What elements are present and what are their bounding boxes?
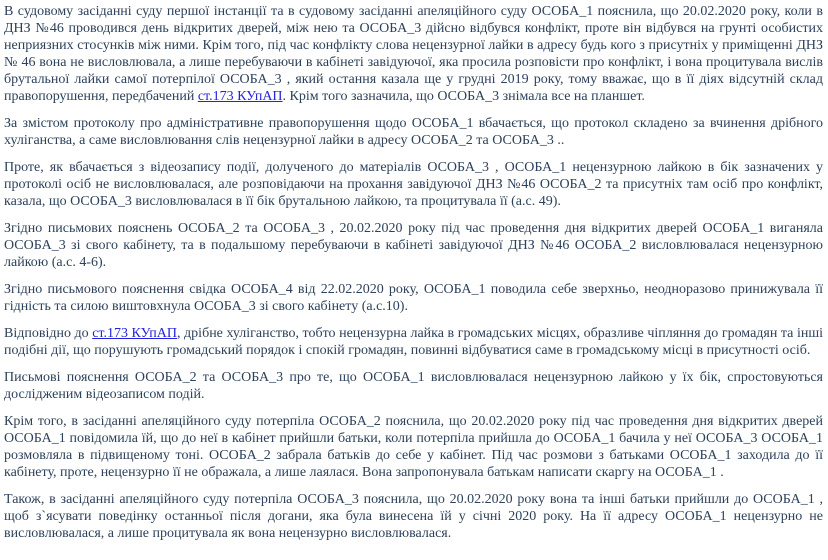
document-body [4,3,823,542]
paragraph [4,3,823,105]
paragraph [4,369,823,403]
paragraph-text: Письмові пояснення ОСОБА_2 та ОСОБА_3 про те, що ОСОБА_1 висловлювалася нецензурною лайкою у їх бік, спростовуються дослідженим відеозаписом подій. [4,370,823,402]
paragraph-text: Відповідно до [4,326,93,341]
paragraph [4,115,823,149]
paragraph-text: Крім того, в засіданні апеляційного суду потерпіла ОСОБА_2 пояснила, що 20.02.2020 року під час проведення дня відкритих дверей ОСОБА_1 повідомила їй, що до неї в кабінет прийшли батьки, коли потерпіла прийшла до ОСОБА_1 бачила у неї ОСОБА_3 ОСОБА_1 розмовляла в підвищеному тоні. ОСОБА_2 забрала батьків до себе у кабінет. Під час розмови з батьками ОСОБА_1 заходила до її кабінету, проте, нецензурно її не ображала, а лише лаялася. Вона запропонувала батькам написати скаргу на ОСОБА_1 . [4,414,823,480]
paragraph-text: Також, в засіданні апеляційного суду потерпіла ОСОБА_3 пояснила, що 20.02.2020 року вона та інші батьки прийшли до ОСОБА_1 , щоб з`ясувати поведінку останньої після догани, яка була винесена їй у січні 2020 року. На її адресу ОСОБА_1 нецензурно не висловлювалася, а лише процитувала як вона нецензурно висловлювалася. [4,492,823,541]
paragraph-text: . Крім того зазначила, що ОСОБА_3 знімала все на планшет. [282,89,645,104]
paragraph-text: Проте, як вбачається з відеозапису події, долученого до матеріалів ОСОБА_3 , ОСОБА_1 нецензурною лайкою в бік зазначених у протоколі осіб не висловлювалася, але розповідаючи на прохання завідуючої ДНЗ №46 ОСОБА_2 та присутніх там осіб про конфлікт, казала, що ОСОБА_3 висловлювалася в її бік брутальною лайкою, та процитувала її (а.с. 49). [4,160,823,209]
paragraph [4,325,823,359]
paragraph [4,413,823,481]
paragraph-text: За змістом протоколу про адміністративне правопорушення щодо ОСОБА_1 вбачається, що протокол складено за вчинення дрібного хуліганства, а саме висловлювання слів нецензурної лайки в адресу ОСОБА_2 та ОСОБА_3 .. [4,116,823,148]
paragraph-text: Згідно письмових пояснень ОСОБА_2 та ОСОБА_3 , 20.02.2020 року під час проведення дня відкритих дверей ОСОБА_1 виганяла ОСОБА_3 зі свого кабінету, та в подальшому перебуваючи в кабінеті завідуючої ДНЗ №46 ОСОБА_2 висловлювалася нецензурною лайкою (а.с. 4-6). [4,221,823,270]
paragraph [4,491,823,542]
law-article-link[interactable]: ст.173 КУпАП [197,89,283,104]
paragraph-text: , дрібне хуліганство, тобто нецензурна лайка в громадських місцях, образливе чіпляння до громадян та інші подібні дії, що порушують громадський порядок і спокій громадян, повинні відбуватися саме в громадському місці в присутності осіб. [4,326,824,358]
paragraph [4,159,823,210]
paragraph-text: В судовому засіданні суду першої інстанції та в судовому засіданні апеляційного суду ОСОБА_1 пояснила, що 20.02.2020 року, коли в ДНЗ №46 проводився день відкритих дверей, між нею та ОСОБА_3 дійсно відбувся конфлікт, проте він відбувся на грунті особистих неприязних стосунків між ними. Крім того, під час конфлікту слова нецензурної лайки в адресу будь кого з присутніх у приміщенні ДНЗ № 46 вона не висловлювала, а лише перебуваючи в кабінеті завідуючої, яка просила розповісти про конфлікт, і вона процитувала вислів брутальної лайки самої потерпілої ОСОБА_3 , який остання казала ще у грудні 2019 року, тому вважає, що в її діях відсутній склад правопорушення, передбачений [4,4,823,104]
paragraph-text: Згідно письмового пояснення свідка ОСОБА_4 від 22.02.2020 року, ОСОБА_1 поводила себе зверхньо, неодноразово принижувала її гідність та силою виштовхнула ОСОБА_3 зі свого кабінету (а.с.10). [4,282,823,314]
paragraph [4,281,823,315]
law-article-link[interactable]: ст.173 КУпАП [92,326,177,341]
paragraph [4,220,823,271]
